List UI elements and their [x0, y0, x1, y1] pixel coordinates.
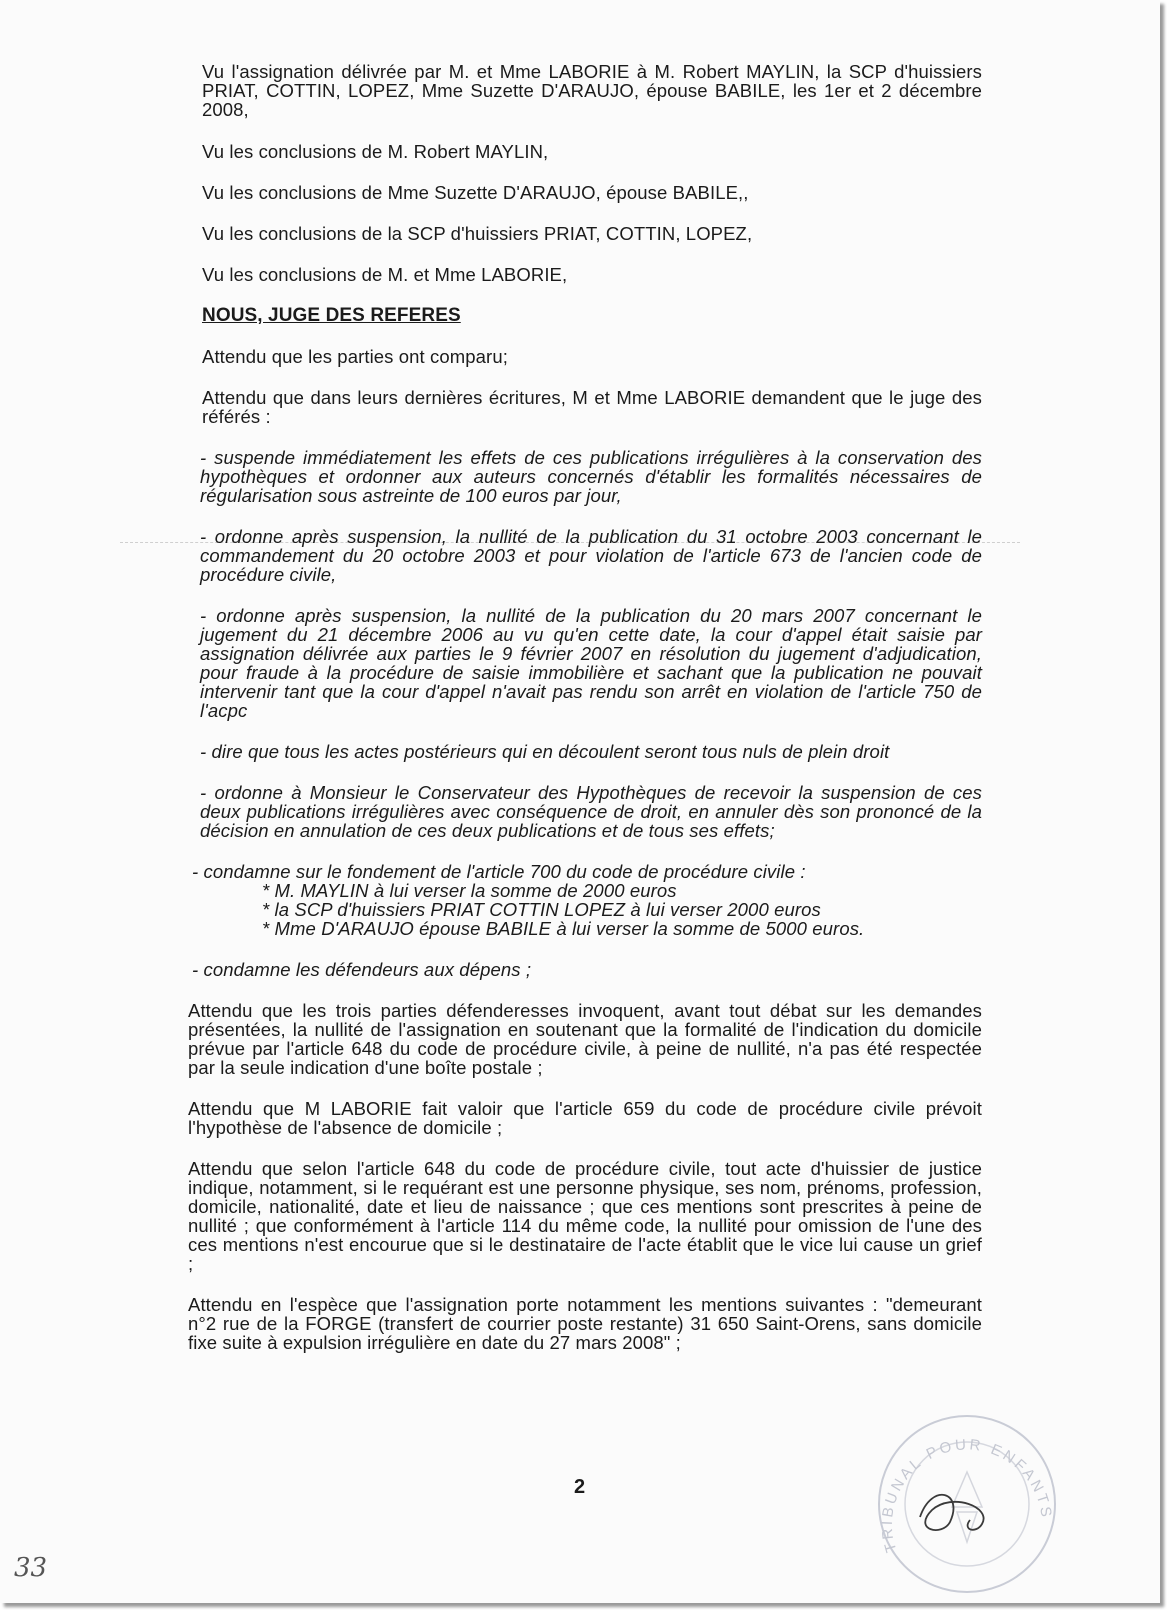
request-conservateur: - ordonne à Monsieur le Conservateur des Hypothèques de recevoir la suspension de ces deux publications irrégulières avec conséquence de droit, en annuler dès son prononcé de la décision en annulation de ces deux publications et de tous ses effets; — [200, 782, 982, 841]
bullet-maylin: * M. MAYLIN à lui verser la somme de 2000 euros — [262, 880, 677, 901]
request-suspend: - suspende immédiatement les effets de ces publications irrégulières à la conservation des hypothèques et ordonner aux auteurs concernés d'établir les formalités nécessaires de régularisation sous astreinte de 100 euros par jour, — [200, 447, 982, 506]
paragraph-article-648: Attendu que selon l'article 648 du code de procédure civile, tout acte d'huissier de justice indique, notamment, si le requérant est une personne physique, ses nom, prénoms, profession, domicile, nationalité, date et lieu de naissance ; que ces mentions sont prescrites à peine de nullité ; que conformément à l'article 114 du même code, la nullité pour omission de l'une des ces mentions n'est encourue que si le destinataire de l'acte établit que le vice lui cause un grief ; — [188, 1158, 982, 1274]
handwritten-margin-note: 33 — [14, 1553, 48, 1583]
request-nullite-2003: - ordonne après suspension, la nullité de la publication du 31 octobre 2003 concernant le commandement du 20 octobre 2003 et pour violation de l'article 673 de l'ancien code de procédure civile, — [200, 526, 982, 585]
paragraph-article-659: Attendu que M LABORIE fait valoir que l'article 659 du code de procédure civile prévoit l'hypothèse de l'absence de domicile ; — [188, 1098, 982, 1138]
request-article-700: - condamne sur le fondement de l'article 700 du code de procédure civile : — [192, 861, 806, 882]
paragraph-parties-comparu: Attendu que les parties ont comparu; — [202, 346, 508, 367]
paragraph-mentions: Attendu en l'espèce que l'assignation porte notamment les mentions suivantes : "demeurant n°2 rue de la FORGE (transfert de courrier poste restante) 31 650 Saint-Orens, sans domicile fixe suite à expulsion irrégulière en date du 27 mars 2008" ; — [188, 1294, 982, 1353]
document-body — [188, 61, 982, 1353]
paragraph-conclusions-laborie: Vu les conclusions de M. et Mme LABORIE, — [202, 264, 568, 285]
paragraph-assignation: Vu l'assignation délivrée par M. et Mme LABORIE à M. Robert MAYLIN, la SCP d'huissiers PRIAT, COTTIN, LOPEZ, Mme Suzette D'ARAUJO, épouse BABILE, les 1er et 2 décembre 2008, — [202, 61, 982, 120]
paragraph-demandes: Attendu que dans leurs dernières écritures, M et Mme LABORIE demandent que le juge des référés : — [202, 387, 982, 427]
paragraph-conclusions-araujo: Vu les conclusions de Mme Suzette D'ARAUJO, épouse BABILE,, — [202, 182, 749, 203]
request-depens: - condamne les défendeurs aux dépens ; — [192, 959, 532, 980]
request-nullite-2007: - ordonne après suspension, la nullité de la publication du 20 mars 2007 concernant le jugement du 21 décembre 2006 au vu qu'en cette date, la cour d'appel était saisie par assignation délivrée aux parties le 9 février 2007 en résolution du jugement d'adjudication, pour fraude à la procédure de saisie immobilière et sachant que la publication ne pouvait intervenir tant que la cour d'appel n'avait pas rendu son arrêt en violation de l'article 750 de l'acpc — [200, 605, 982, 721]
stamp-text: TRIBUNAL POUR ENFANTS — [878, 1436, 1056, 1555]
bullet-araujo: * Mme D'ARAUJO épouse BABILE à lui verser la somme de 5000 euros. — [262, 918, 865, 939]
paragraph-conclusions-scp: Vu les conclusions de la SCP d'huissiers PRIAT, COTTIN, LOPEZ, — [202, 223, 753, 244]
section-heading: NOUS, JUGE DES REFERES — [202, 305, 461, 326]
court-stamp — [872, 1412, 1062, 1597]
page-number: 2 — [574, 1476, 586, 1498]
request-actes-nuls: - dire que tous les actes postérieurs qui en découlent seront tous nuls de plein droit — [200, 741, 890, 762]
paragraph-conclusions-maylin: Vu les conclusions de M. Robert MAYLIN, — [202, 141, 549, 162]
paragraph-nullite-assignation: Attendu que les trois parties défenderesses invoquent, avant tout débat sur les demandes présentées, la nullité de l'assignation en soutenant que la formalité de l'indication du domicile prévue par l'article 648 du code de procédure civile, à peine de nullité, n'a pas été respectée par la seule indication d'une boîte postale ; — [188, 1000, 982, 1078]
bullet-scp: * la SCP d'huissiers PRIAT COTTIN LOPEZ à lui verser 2000 euros — [262, 899, 821, 920]
